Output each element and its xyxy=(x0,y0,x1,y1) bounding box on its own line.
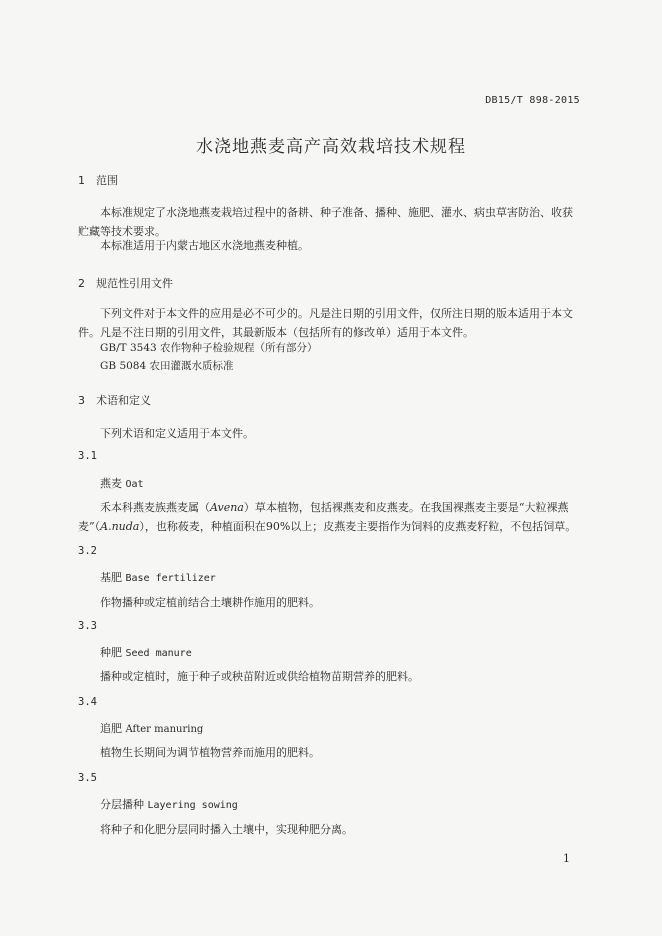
term-definition: 作物播种或定植前结合土壤耕作施用的肥料。 xyxy=(100,596,320,609)
term-chinese: 种肥 xyxy=(100,646,122,659)
document-number: DB15/T 898-2015 xyxy=(485,95,580,106)
references-paragraph: 下列文件对于本文件的应用是必不可少的。凡是注日期的引用文件，仅所注日期的版本适用于本文件。凡是不注日期的引用文件，其最新版本（包括所有的修改单）适用于本文件。 xyxy=(78,307,573,339)
term-number: 3.2 xyxy=(78,545,97,557)
definition-text: ），也称莜麦，种植面积在90%以上；皮燕麦主要指作为饲料的皮燕麦籽粒，不包括饲草。 xyxy=(139,520,577,533)
section-title: 范围 xyxy=(96,174,118,187)
term-number: 3.5 xyxy=(78,772,97,784)
term-number: 3.1 xyxy=(78,450,97,462)
definition-text: 禾本科燕麦族燕麦属（ xyxy=(100,501,210,514)
section-3-heading xyxy=(78,392,151,408)
term-english: Oat xyxy=(125,479,144,490)
definition-latin: A.nuda xyxy=(100,520,140,533)
section-title: 规范性引用文件 xyxy=(96,277,173,290)
term-definition: 将种子和化肥分层同时播入土壤中，实现种肥分离。 xyxy=(100,823,353,836)
term-chinese: 燕麦 xyxy=(100,477,122,490)
term-definition xyxy=(78,498,582,536)
term-chinese: 追肥 xyxy=(100,722,122,735)
term-english: After manuring xyxy=(125,724,204,735)
section-2-heading xyxy=(78,275,173,291)
term-heading xyxy=(100,475,144,491)
terms-intro: 下列术语和定义适用于本文件。 xyxy=(100,427,254,440)
term-english: Base fertilizer xyxy=(125,573,216,584)
section-title: 术语和定义 xyxy=(96,394,151,407)
section-number: 2 xyxy=(78,277,85,290)
term-number: 3.3 xyxy=(78,620,97,632)
reference-item: GB/T 3543 农作物种子检验规程（所有部分） xyxy=(100,342,318,354)
document-title: 水浇地燕麦高产高效栽培技术规程 xyxy=(196,137,466,157)
definition-latin: Avena xyxy=(210,501,244,514)
definition-text: ）草本植物，包括裸燕麦和皮燕麦。在我国裸燕麦主要是“大粒裸燕麦”（ xyxy=(78,501,569,533)
term-number: 3.4 xyxy=(78,696,97,708)
section-1-heading xyxy=(78,172,118,188)
term-english: Seed manure xyxy=(125,648,192,659)
reference-item: GB 5084 农田灌溉水质标准 xyxy=(100,360,234,372)
term-chinese: 分层播种 xyxy=(100,798,144,811)
term-heading xyxy=(100,720,203,736)
section-number: 1 xyxy=(78,174,85,187)
term-definition: 播种或定植时，施于种子或秧苗附近或供给植物苗期营养的肥料。 xyxy=(100,670,419,683)
term-english: Layering sowing xyxy=(147,800,238,811)
term-heading xyxy=(100,644,192,660)
term-heading xyxy=(100,569,216,585)
section-number: 3 xyxy=(78,394,85,407)
term-definition: 植物生长期间为调节植物营养而施用的肥料。 xyxy=(100,746,320,759)
scope-paragraph-2: 本标准适用于内蒙古地区水浇地燕麦种植。 xyxy=(100,239,309,252)
term-heading xyxy=(100,796,238,812)
term-chinese: 基肥 xyxy=(100,571,122,584)
scope-paragraph-1: 本标准规定了水浇地燕麦栽培过程中的备耕、种子准备、播种、施肥、灌水、病虫草害防治、收获贮藏等技术要求。 xyxy=(78,206,573,238)
page-number: 1 xyxy=(563,852,570,865)
